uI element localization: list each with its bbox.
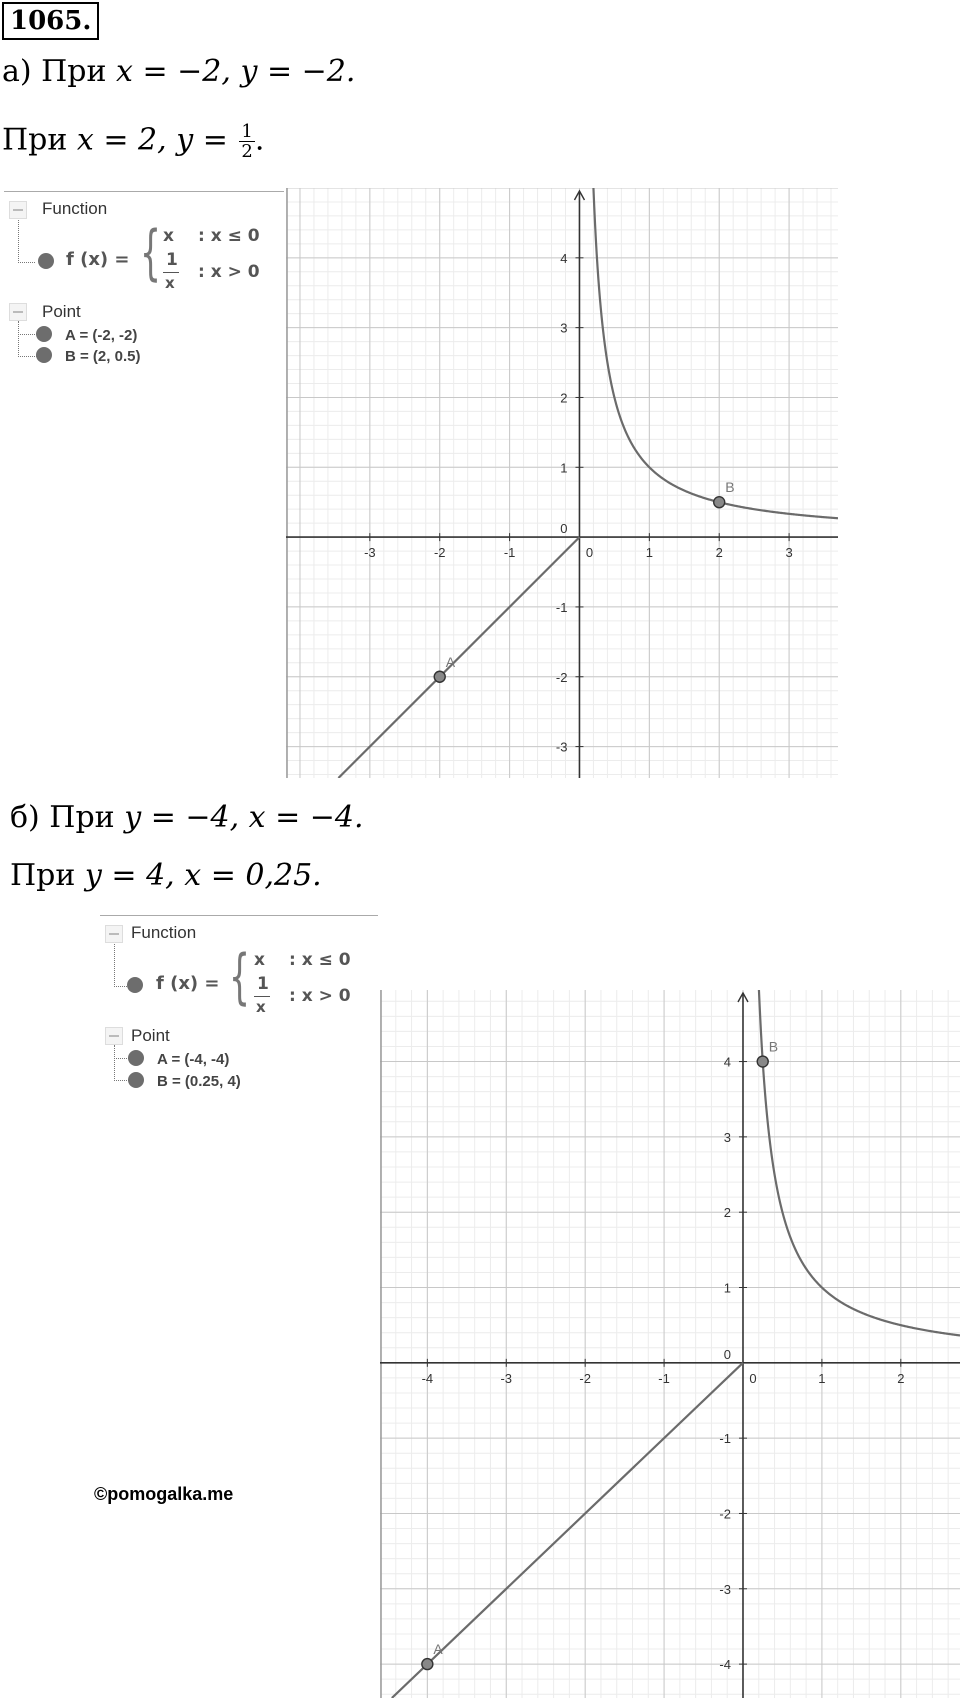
x-tick-label: 1 — [818, 1370, 826, 1386]
point-a — [434, 671, 445, 682]
x-tick-label: 0 — [749, 1370, 757, 1386]
graph-b — [380, 990, 960, 1698]
y-tick-label: 2 — [723, 1205, 731, 1221]
function-visibility-dot[interactable] — [38, 253, 54, 269]
x-tick-label: -4 — [421, 1370, 434, 1386]
case1-expr: x — [254, 950, 265, 970]
part-b-line-2-math: y = 4, x = 0,25. — [84, 858, 322, 893]
x-tick-label: 2 — [897, 1370, 905, 1386]
y-tick-label: 2 — [560, 390, 568, 406]
point-label: B — [768, 1038, 779, 1055]
tree-connector — [18, 220, 35, 263]
y-tick-label: 3 — [723, 1129, 731, 1145]
brace-icon: { — [229, 942, 251, 1012]
y-tick-label: 0 — [723, 1346, 731, 1362]
point-b — [757, 1056, 768, 1067]
y-tick-label: -1 — [719, 1431, 731, 1447]
panel-b-top-border — [100, 915, 378, 916]
x-tick-label: 2 — [715, 545, 723, 561]
tree-connector — [18, 321, 37, 335]
function-label: f (x) = — [66, 249, 130, 270]
point-a-visibility-dot[interactable] — [128, 1050, 144, 1066]
point-b-definition: B = (2, 0.5) — [65, 348, 141, 365]
part-a-line-2-prefix: При — [2, 122, 68, 158]
plot-area — [286, 188, 838, 778]
point-a-visibility-dot[interactable] — [36, 326, 52, 342]
part-a-line-1-prefix: а) При — [2, 54, 107, 89]
collapse-point-icon[interactable] — [105, 1027, 123, 1045]
tree-connector — [114, 1045, 129, 1059]
y-tick-label: -3 — [555, 739, 568, 755]
part-a-line-2-end: . — [254, 122, 265, 158]
y-tick-label: -2 — [555, 669, 568, 685]
point-b-visibility-dot[interactable] — [128, 1072, 144, 1088]
function-line-branch — [338, 537, 579, 778]
part-a-line-1 — [2, 54, 355, 89]
algebra-panel-a — [0, 190, 290, 390]
fraction-denominator: 2 — [241, 141, 253, 162]
y-tick-label: -1 — [555, 599, 568, 615]
fraction-numerator: 1 — [241, 121, 253, 142]
case1-expr: x — [163, 226, 174, 246]
y-tick-label: 1 — [723, 1280, 731, 1296]
y-tick-label: -2 — [719, 1506, 731, 1522]
y-tick-label: 0 — [560, 521, 568, 537]
function-line-branch — [392, 1363, 743, 1698]
point-header: Point — [42, 302, 81, 321]
part-a-fraction — [239, 122, 254, 161]
collapse-function-icon[interactable] — [105, 925, 123, 943]
y-tick-label: 1 — [560, 460, 568, 476]
point-label: B — [725, 479, 735, 496]
part-a-line-2 — [2, 122, 264, 161]
point-label: A — [445, 653, 456, 670]
part-b-line-1-math: y = −4, x = −4. — [124, 800, 364, 835]
collapse-point-icon[interactable] — [9, 303, 27, 321]
collapse-function-icon[interactable] — [9, 201, 27, 219]
point-label: A — [433, 1641, 443, 1658]
function-visibility-dot[interactable] — [127, 977, 143, 993]
y-tick-label: -3 — [719, 1581, 731, 1597]
x-tick-label: -1 — [503, 545, 516, 561]
case2-num: 1 — [257, 974, 269, 994]
case2-cond: : x > 0 — [289, 986, 351, 1006]
case2-den: x — [165, 274, 175, 292]
graph-a — [286, 188, 838, 778]
case2-cond: : x > 0 — [198, 262, 260, 282]
part-b-line-1-prefix: б) При — [10, 800, 115, 835]
y-tick-label: 4 — [723, 1054, 731, 1070]
function-label: f (x) = — [156, 973, 220, 994]
point-b-definition: B = (0.25, 4) — [157, 1073, 241, 1090]
tree-connector — [114, 1058, 129, 1081]
y-tick-label: -4 — [719, 1657, 731, 1673]
point-a-definition: A = (-4, -4) — [157, 1051, 230, 1068]
y-tick-label: 4 — [560, 250, 568, 266]
point-b-visibility-dot[interactable] — [36, 347, 52, 363]
y-tick-label: 3 — [560, 320, 568, 336]
brace-icon: { — [140, 218, 162, 288]
tree-connector — [18, 334, 37, 357]
case2-num: 1 — [166, 250, 178, 270]
function-header: Function — [42, 199, 108, 218]
plot-area — [380, 990, 960, 1698]
case2-den: x — [256, 998, 266, 1016]
panel-a-top-border — [4, 191, 284, 192]
case2-frac-bar — [254, 996, 270, 997]
function-hyperbola-branch — [759, 990, 960, 1335]
algebra-panel-b — [96, 914, 386, 1114]
case1-cond: : x ≤ 0 — [198, 226, 260, 246]
x-tick-label: 0 — [585, 545, 594, 561]
point-header: Point — [131, 1026, 170, 1045]
x-tick-label: -1 — [658, 1370, 670, 1386]
part-b-line-2 — [10, 858, 322, 893]
part-b-line-1 — [10, 800, 364, 835]
x-tick-label: -3 — [364, 545, 376, 561]
part-a-line-1-math: x = −2, y = −2. — [116, 54, 356, 89]
x-tick-label: -3 — [500, 1370, 513, 1386]
problem-number: 1065. — [2, 2, 99, 40]
part-b-line-2-prefix: При — [10, 858, 76, 893]
point-a-definition: A = (-2, -2) — [65, 327, 138, 344]
x-tick-label: 3 — [785, 545, 793, 561]
case1-cond: : x ≤ 0 — [289, 950, 351, 970]
x-tick-label: 1 — [645, 545, 653, 561]
x-tick-label: -2 — [433, 545, 446, 561]
function-header: Function — [131, 923, 197, 942]
function-hyperbola-branch — [593, 188, 838, 518]
part-a-line-2-math: x = 2, y = — [76, 122, 238, 158]
case2-frac-bar — [163, 272, 179, 273]
point-b — [714, 497, 725, 508]
copyright: ©pomogalka.me — [94, 1484, 234, 1504]
x-tick-label: -2 — [579, 1370, 591, 1386]
point-a — [422, 1659, 433, 1670]
